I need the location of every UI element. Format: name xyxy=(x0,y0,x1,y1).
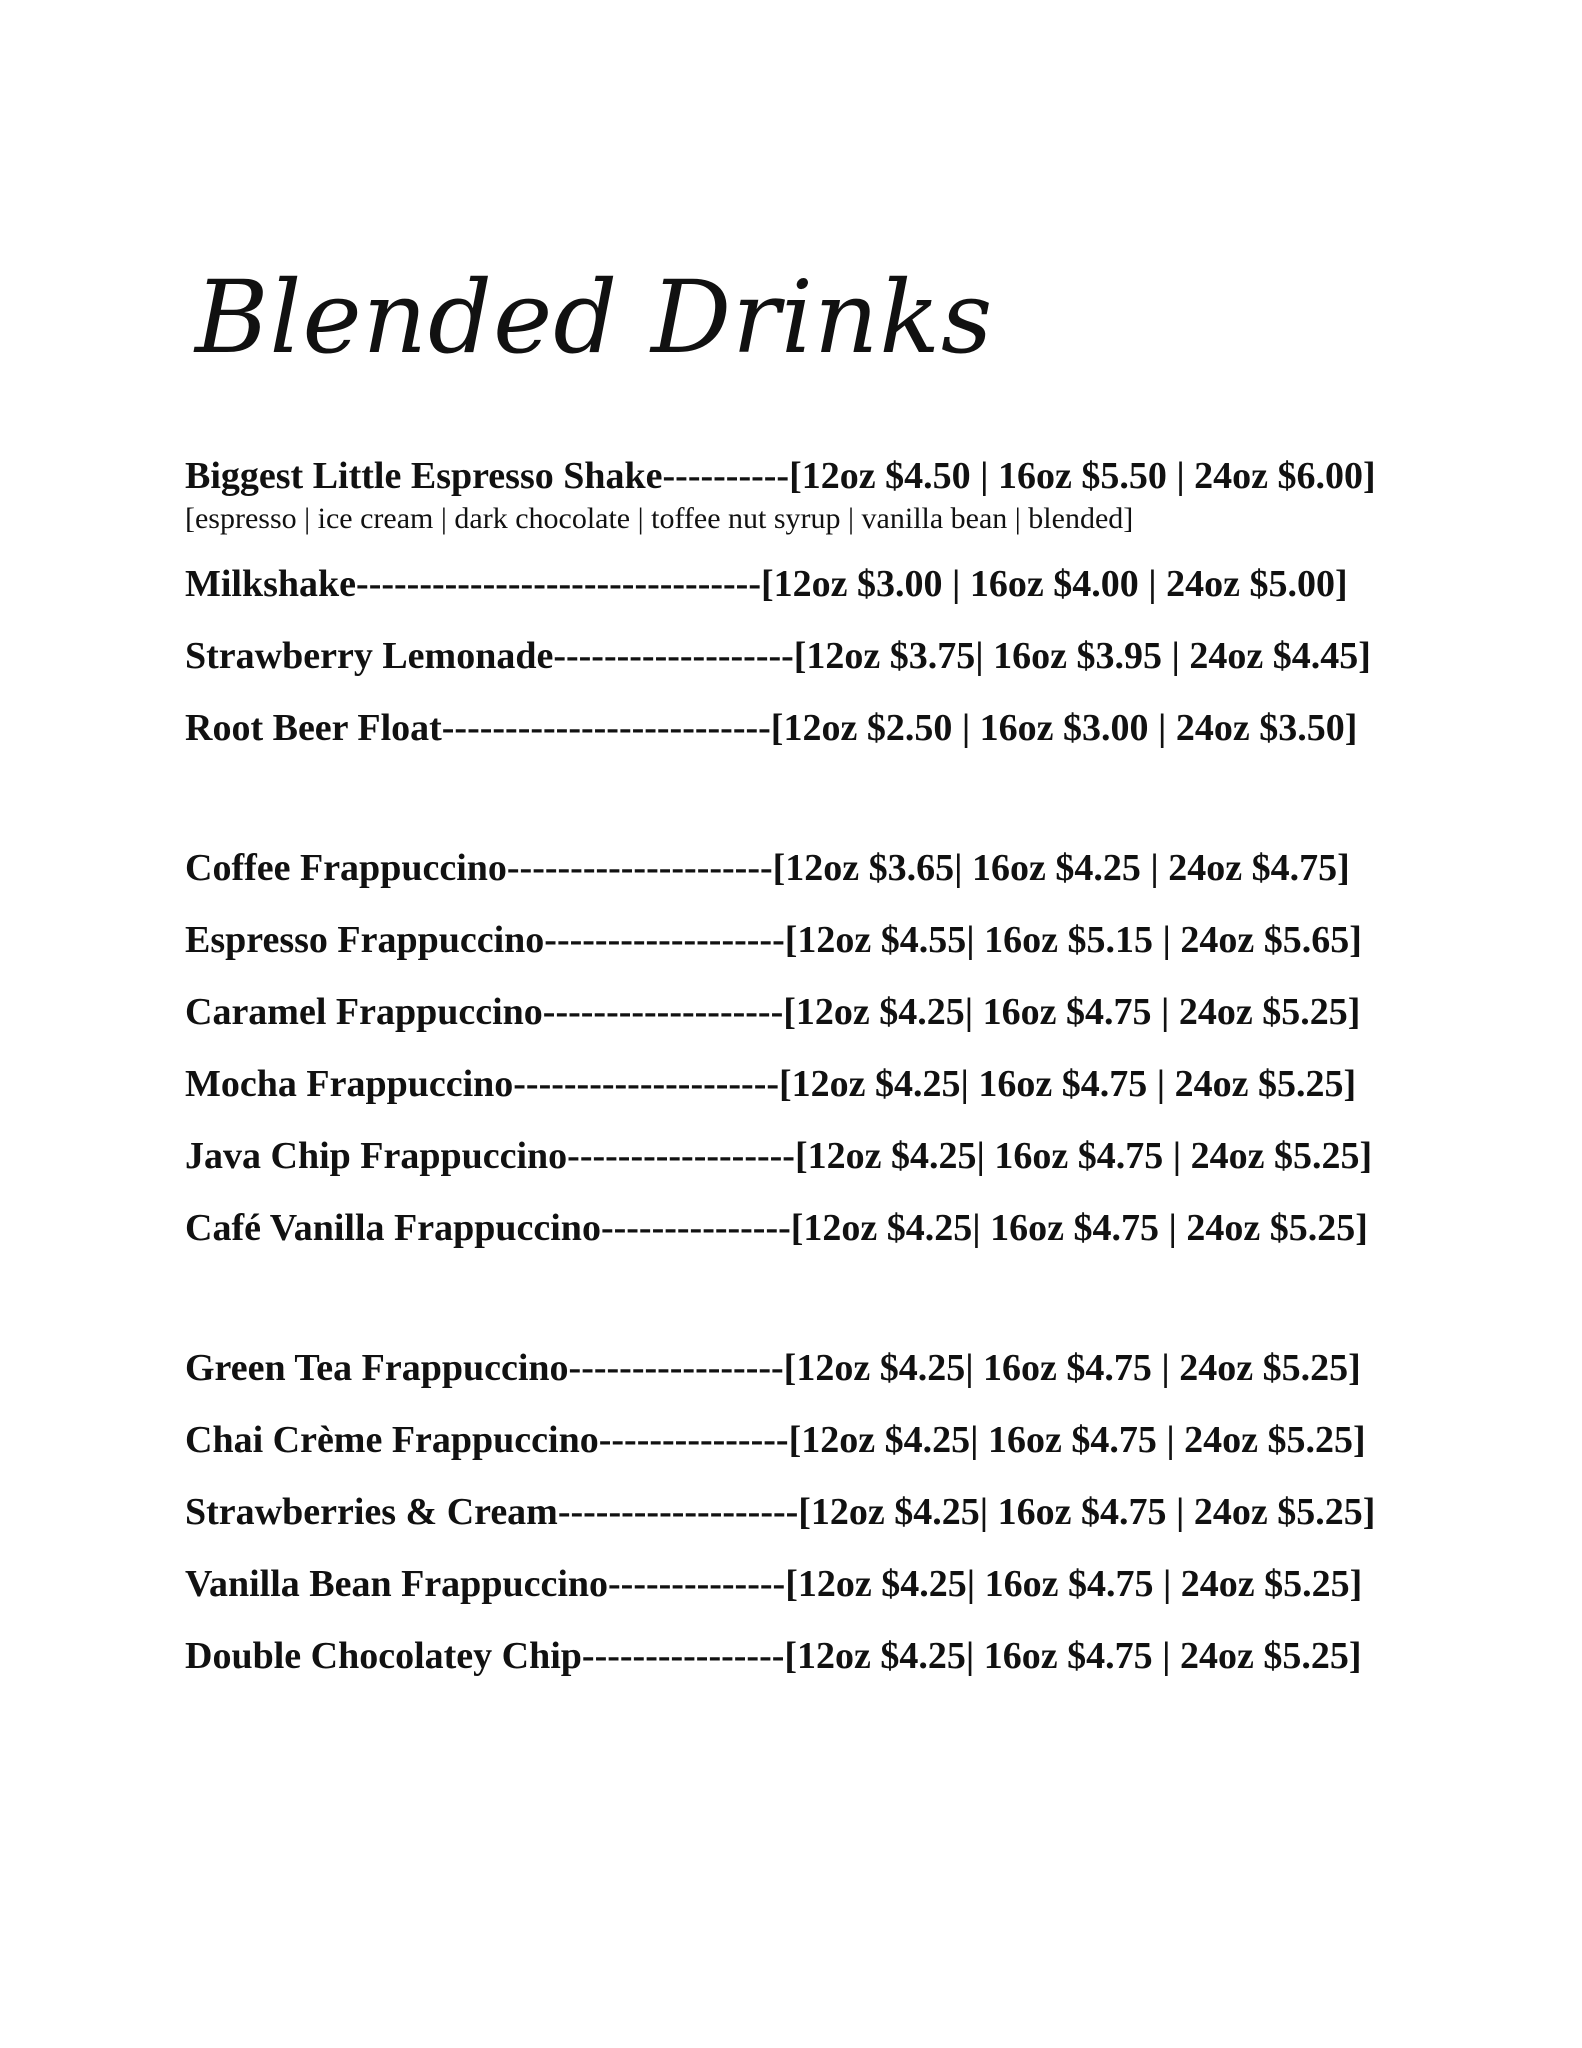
item-description: [espresso | ice cream | dark chocolate | toffee nut syrup | vanilla bean | blended] xyxy=(185,502,1134,535)
menu-item xyxy=(185,1332,1485,1404)
item-leader-dashes: ---------- xyxy=(662,455,790,497)
item-prices: [12oz $4.55| 16oz $5.15 | 24oz $5.65] xyxy=(784,919,1362,961)
item-leader-dashes: --------------------- xyxy=(506,847,773,889)
menu-item-line xyxy=(185,1476,1485,1548)
item-leader-dashes: -------------------------------- xyxy=(356,563,761,605)
menu-item xyxy=(185,976,1485,1048)
item-name: Chai Crème Frappuccino xyxy=(185,1419,599,1461)
item-prices: [12oz $4.25| 16oz $4.75 | 24oz $5.25] xyxy=(790,1207,1368,1249)
menu-item-line xyxy=(185,548,1485,620)
item-prices: [12oz $4.25| 16oz $4.75 | 24oz $5.25] xyxy=(783,1347,1361,1389)
item-name: Green Tea Frappuccino xyxy=(185,1347,569,1389)
page-title: Blended Drinks xyxy=(195,259,994,376)
item-leader-dashes: ------------------ xyxy=(567,1135,795,1177)
menu-item-line xyxy=(185,620,1485,692)
item-leader-dashes: ------------------- xyxy=(553,635,794,677)
menu-item xyxy=(185,1620,1485,1692)
item-name: Café Vanilla Frappuccino xyxy=(185,1207,601,1249)
item-leader-dashes: ----------------- xyxy=(568,1347,784,1389)
menu-item-line xyxy=(185,904,1485,976)
item-leader-dashes: -------------- xyxy=(608,1563,786,1605)
item-prices: [12oz $3.65| 16oz $4.25 | 24oz $4.75] xyxy=(772,847,1350,889)
menu-item-line xyxy=(185,1548,1485,1620)
menu-group-shakes xyxy=(185,440,1485,764)
menu-group-frappuccinos xyxy=(185,832,1485,1264)
menu-item xyxy=(185,1120,1485,1192)
item-name: Milkshake xyxy=(185,563,357,605)
menu-item xyxy=(185,1404,1485,1476)
item-name: Caramel Frappuccino xyxy=(185,991,543,1033)
menu-item-line xyxy=(185,1192,1485,1264)
item-leader-dashes: --------------- xyxy=(600,1207,791,1249)
item-prices: [12oz $4.25| 16oz $4.75 | 24oz $5.25] xyxy=(798,1491,1376,1533)
item-name: Double Chocolatey Chip xyxy=(185,1635,582,1677)
menu-item xyxy=(185,548,1485,620)
item-leader-dashes: ------------------- xyxy=(557,1491,799,1533)
item-name: Mocha Frappuccino xyxy=(185,1063,514,1105)
item-prices: [12oz $4.25| 16oz $4.75 | 24oz $5.25] xyxy=(783,991,1361,1033)
menu-item xyxy=(185,1548,1485,1620)
menu-item-line xyxy=(185,1048,1485,1120)
item-prices: [12oz $2.50 | 16oz $3.00 | 24oz $3.50] xyxy=(770,707,1358,749)
menu-item-line xyxy=(185,976,1485,1048)
menu-item-line xyxy=(185,1332,1485,1404)
item-prices: [12oz $3.00 | 16oz $4.00 | 24oz $5.00] xyxy=(760,563,1348,605)
item-prices: [12oz $4.25| 16oz $4.75 | 24oz $5.25] xyxy=(779,1063,1357,1105)
item-prices: [12oz $4.25| 16oz $4.75 | 24oz $5.25] xyxy=(788,1419,1366,1461)
menu-item xyxy=(185,904,1485,976)
item-leader-dashes: ------------------- xyxy=(542,991,784,1033)
item-name: Espresso Frappuccino xyxy=(185,919,545,961)
menu-item-line xyxy=(185,832,1485,904)
menu-item xyxy=(185,692,1485,764)
item-name: Root Beer Float xyxy=(185,707,442,749)
item-prices: [12oz $3.75| 16oz $3.95 | 24oz $4.45] xyxy=(793,635,1371,677)
item-prices: [12oz $4.25| 16oz $4.75 | 24oz $5.25] xyxy=(794,1135,1373,1177)
menu-item xyxy=(185,1192,1485,1264)
menu-item-line xyxy=(185,692,1485,764)
menu-item-line xyxy=(185,1620,1485,1692)
item-leader-dashes: ---------------- xyxy=(581,1635,785,1677)
item-prices: [12oz $4.50 | 16oz $5.50 | 24oz $6.00] xyxy=(789,455,1376,497)
item-name: Strawberry Lemonade xyxy=(185,635,554,677)
item-name: Strawberries & Cream xyxy=(185,1491,558,1533)
menu-item xyxy=(185,832,1485,904)
drinks-menu xyxy=(185,440,1485,1760)
menu-item-line xyxy=(185,1404,1485,1476)
item-name: Coffee Frappuccino xyxy=(185,847,507,889)
item-name: Biggest Little Espresso Shake xyxy=(185,455,663,497)
item-name: Vanilla Bean Frappuccino xyxy=(185,1563,609,1605)
item-prices: [12oz $4.25| 16oz $4.75 | 24oz $5.25] xyxy=(784,1635,1362,1677)
item-leader-dashes: -------------------------- xyxy=(441,707,771,749)
item-leader-dashes: ------------------- xyxy=(544,919,785,961)
item-leader-dashes: --------------------- xyxy=(513,1063,780,1105)
item-leader-dashes: --------------- xyxy=(598,1419,789,1461)
menu-item xyxy=(185,440,1485,534)
menu-group-creme-frappuccinos xyxy=(185,1332,1485,1692)
menu-item-line xyxy=(185,1120,1485,1192)
menu-item xyxy=(185,1476,1485,1548)
item-name: Java Chip Frappuccino xyxy=(185,1135,568,1177)
menu-item xyxy=(185,620,1485,692)
menu-item xyxy=(185,1048,1485,1120)
item-prices: [12oz $4.25| 16oz $4.75 | 24oz $5.25] xyxy=(785,1563,1363,1605)
